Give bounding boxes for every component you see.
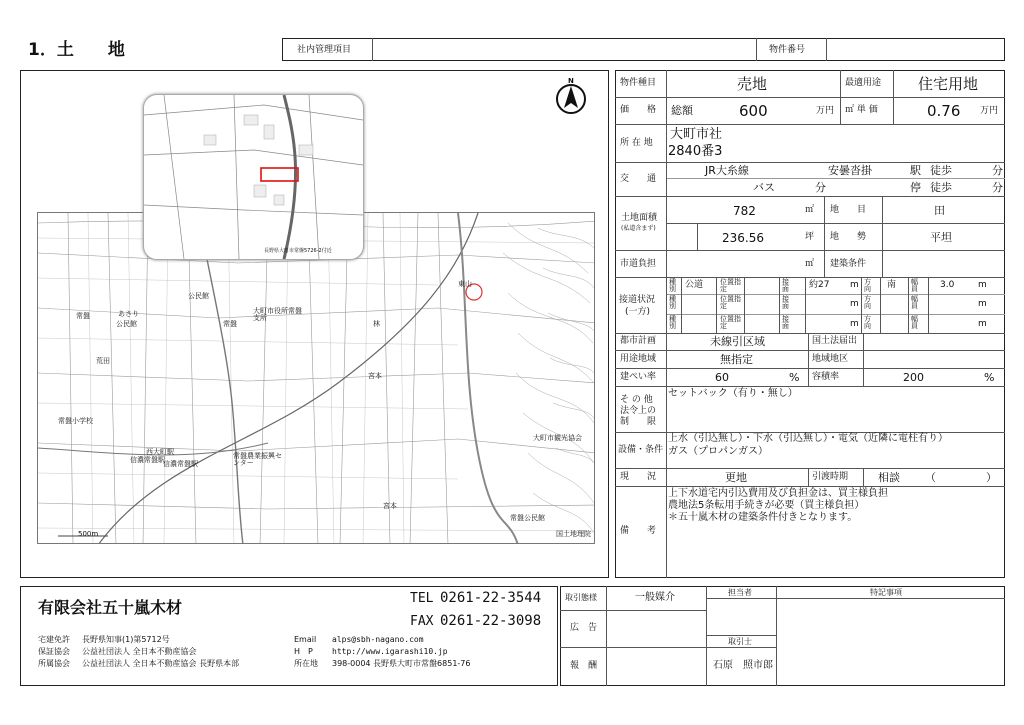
handover-label: 引渡時期 xyxy=(812,472,849,482)
map-label: 大町市役所常盤支所 xyxy=(253,307,302,323)
map-label: 大町市観光協会 xyxy=(533,434,582,442)
land-area-label: 土地面積 xyxy=(621,213,658,223)
guarantee-value: 公益社団法人 全日本不動産協会 xyxy=(82,647,197,656)
station-suffix: 駅 xyxy=(910,164,921,177)
floor-area-ratio-label: 容積率 xyxy=(812,372,840,382)
road-width-label: 幅員 xyxy=(911,278,918,294)
map-label: 西大町駅 xyxy=(146,448,174,456)
handover-value: 相談 xyxy=(878,471,900,484)
road-position-label: 位置指定 xyxy=(720,315,741,331)
bus-minutes-unit: 分 xyxy=(815,181,826,194)
optimal-use-label: 最適用途 xyxy=(845,78,882,88)
inset-caption: 長野県大町市常盤5726-2付近 xyxy=(264,248,332,254)
road-direction-label: 方向 xyxy=(864,278,871,294)
tel-number: 0261-22-3544 xyxy=(440,590,542,606)
license-label: 宅建免許 xyxy=(38,635,70,644)
map-label: 常盤 xyxy=(223,320,237,328)
management-label: 社内管理項目 xyxy=(297,45,352,55)
road-direction-label: 方向 xyxy=(864,315,871,331)
land-area-sqm-value: 782 xyxy=(733,204,756,218)
road-kind-label: 種別 xyxy=(669,278,676,294)
road-frontage-label: 接面 xyxy=(782,315,789,331)
address-label: 所在地 xyxy=(294,659,318,668)
property-type-label: 物件種目 xyxy=(620,78,657,88)
traffic-label: 交 通 xyxy=(620,174,657,184)
road-kind-value: 公道 xyxy=(685,280,704,290)
floor-area-ratio-unit: % xyxy=(984,371,995,384)
area-map[interactable] xyxy=(37,212,595,544)
road-access-label: 接道状況 xyxy=(619,295,656,305)
fee-label: 報 酬 xyxy=(570,661,598,671)
road-kind-label: 種別 xyxy=(669,295,676,311)
email-value[interactable]: alps@sbh-nagano.com xyxy=(332,635,424,644)
homepage-label: H P xyxy=(294,647,313,656)
unit-price-unit: 万円 xyxy=(980,106,999,116)
road-direction-value: 南 xyxy=(887,280,897,290)
current-status-value: 更地 xyxy=(725,471,747,484)
road-frontage-unit: m xyxy=(850,280,859,290)
deal-type-label: 取引態様 xyxy=(565,593,597,602)
inset-drawing xyxy=(144,95,363,259)
walk-label-2: 徒歩 xyxy=(930,181,952,194)
equipment-label: 設備・条件 xyxy=(618,445,664,455)
note-line-3: ＊五十嵐木材の建築条件付きとなります。 xyxy=(668,512,858,523)
map-label: 宮本 xyxy=(368,372,382,380)
company-name: 有限会社五十嵐木材 xyxy=(38,598,183,617)
email-label: Email xyxy=(294,635,317,644)
license-value: 長野県知事(1)第5712号 xyxy=(82,635,170,644)
terrain-label: 地 勢 xyxy=(830,232,867,242)
broker-label: 取引士 xyxy=(728,637,752,646)
road-width-label: 幅員 xyxy=(911,315,918,331)
map-label: 公民館 xyxy=(188,292,209,300)
station-name: 安曇沓掛 xyxy=(828,164,872,177)
building-condition-label: 建築条件 xyxy=(830,259,867,269)
map-label: 林 xyxy=(373,320,380,328)
current-status-label: 現 況 xyxy=(620,472,657,482)
association-value: 公益社団法人 全日本不動産協会 長野県本部 xyxy=(82,659,240,668)
map-label: 東山 xyxy=(458,280,472,288)
map-drawing xyxy=(38,213,595,544)
road-frontage-unit: m xyxy=(850,299,859,309)
map-label: 常盤 xyxy=(76,312,90,320)
train-line-name: JR大糸線 xyxy=(705,164,749,177)
city-planning-label: 都市計画 xyxy=(620,336,657,346)
road-frontage-unit: m xyxy=(850,319,859,329)
land-area-sqm-unit: ㎡ xyxy=(805,205,815,215)
road-width-unit: m xyxy=(978,280,987,290)
map-label: 信濃常盤駅 xyxy=(130,456,165,464)
bus-stop-label: 停 xyxy=(910,181,921,194)
terrain-value: 平坦 xyxy=(930,231,952,244)
note-line-1: 上下水道宅内引込費用及び負担金は、買主様負担 xyxy=(668,488,888,499)
road-burden-label: 市道負担 xyxy=(620,259,657,269)
road-access-sublabel: (一方) xyxy=(625,307,651,317)
inset-map[interactable] xyxy=(143,94,364,260)
association-label: 所属協会 xyxy=(38,659,70,668)
walk-label-1: 徒歩 xyxy=(930,164,952,177)
property-number-field[interactable] xyxy=(834,46,994,58)
walk-minutes-unit-2: 分 xyxy=(992,181,1003,194)
special-notes-label: 特記事項 xyxy=(870,588,902,597)
ad-label: 広 告 xyxy=(570,623,598,633)
total-price-unit: 万円 xyxy=(816,106,835,116)
land-area-sublabel: (私道含まず) xyxy=(621,225,656,232)
map-scale-label: 500m xyxy=(78,530,99,538)
section-title: 1．土 地 xyxy=(28,40,125,60)
equipment-line2: ガス（プロパンガス） xyxy=(668,446,768,457)
map-label: あさり xyxy=(118,310,139,318)
guarantee-label: 保証協会 xyxy=(38,647,70,656)
map-label: 国土地理院 xyxy=(556,530,591,538)
unit-price-label: ㎡ 単 価 xyxy=(845,105,878,115)
location-label: 所 在 地 xyxy=(620,138,653,148)
broker-name: 石原 照市郎 xyxy=(713,660,773,671)
staff-label: 担当者 xyxy=(728,588,752,597)
land-area-tsubo-value: 236.56 xyxy=(722,231,764,245)
bus-label: バス xyxy=(753,181,775,194)
property-number-label: 物件番号 xyxy=(769,45,806,55)
road-burden-unit: ㎡ xyxy=(805,259,815,269)
road-kind-label: 種別 xyxy=(669,315,676,331)
road-width-unit: m xyxy=(978,319,987,329)
land-category-label: 地 目 xyxy=(830,205,867,215)
map-label: 信濃常盤駅 xyxy=(163,460,198,468)
use-zone-label: 用途地域 xyxy=(620,354,657,364)
building-coverage-value: 60 xyxy=(715,371,729,384)
building-coverage-unit: % xyxy=(789,371,800,384)
road-width-value: 3.0 xyxy=(940,280,955,290)
note-line-2: 農地法5条転用手続きが必要（買主様負担） xyxy=(668,500,865,511)
road-position-label: 位置指定 xyxy=(720,278,741,294)
map-label: 宮本 xyxy=(383,502,397,510)
total-price-value: 600 xyxy=(739,102,768,120)
other-legal-value: セットバック（有り・無し） xyxy=(668,388,798,399)
fax-number: 0261-22-3098 xyxy=(440,613,542,629)
road-position-label: 位置指定 xyxy=(720,295,741,311)
road-direction-label: 方向 xyxy=(864,295,871,311)
inset-property-marker xyxy=(261,168,298,181)
management-field[interactable] xyxy=(380,46,740,58)
address-value: 398-0004 長野県大町市常盤6851-76 xyxy=(332,659,471,668)
total-price-label: 総額 xyxy=(671,104,693,117)
land-area-tsubo-unit: 坪 xyxy=(805,232,815,242)
homepage-link[interactable]: http://www.igarashi10.jp xyxy=(332,647,448,656)
deal-type-value: 一般媒介 xyxy=(635,592,675,603)
floor-area-ratio-value: 200 xyxy=(903,371,924,384)
tel-label: TEL xyxy=(410,591,434,606)
land-law-report-label: 国土法届出 xyxy=(812,336,858,346)
city-planning-value: 未線引区域 xyxy=(710,335,765,348)
north-arrow xyxy=(554,77,588,114)
handover-paren-close: ） xyxy=(986,471,997,484)
road-width-unit: m xyxy=(978,299,987,309)
road-width-label: 幅員 xyxy=(911,295,918,311)
other-legal-label-2: 法令上の xyxy=(620,406,657,416)
walk-minutes-unit-1: 分 xyxy=(992,164,1003,177)
unit-price-value: 0.76 xyxy=(927,102,961,120)
land-category-value: 田 xyxy=(934,204,945,217)
road-frontage-label: 接面 xyxy=(782,295,789,311)
district-label: 地域地区 xyxy=(812,354,849,364)
other-legal-label-1: そ の 他 xyxy=(620,395,653,405)
building-coverage-label: 建ぺい率 xyxy=(620,372,657,382)
price-label: 価 格 xyxy=(620,105,657,115)
use-zone-value: 無指定 xyxy=(720,353,753,366)
map-label: 常盤農業振興センター xyxy=(233,452,282,468)
map-label: 荒田 xyxy=(96,357,110,365)
optimal-use-value: 住宅用地 xyxy=(918,75,979,93)
location-line1: 大町市社 xyxy=(670,127,723,142)
transaction-table xyxy=(560,586,1005,686)
equipment-line1: 上水（引込無し）・下水（引込無し）・電気（近隣に電柱有り） xyxy=(668,433,948,444)
map-label: 常盤公民館 xyxy=(510,514,545,522)
map-label: 常盤小学校 xyxy=(58,417,93,425)
notes-label: 備 考 xyxy=(620,526,657,536)
fax-label: FAX xyxy=(410,614,434,629)
property-type-value: 売地 xyxy=(737,75,768,93)
north-label: N xyxy=(568,77,574,85)
road-frontage-label: 接面 xyxy=(782,278,789,294)
other-legal-label-3: 制 限 xyxy=(620,417,657,427)
handover-paren-open: （ xyxy=(925,471,936,484)
road-frontage-value: 約27 xyxy=(809,280,830,290)
location-line2: 2840番3 xyxy=(668,144,723,159)
map-label: 公民館 xyxy=(116,320,137,328)
